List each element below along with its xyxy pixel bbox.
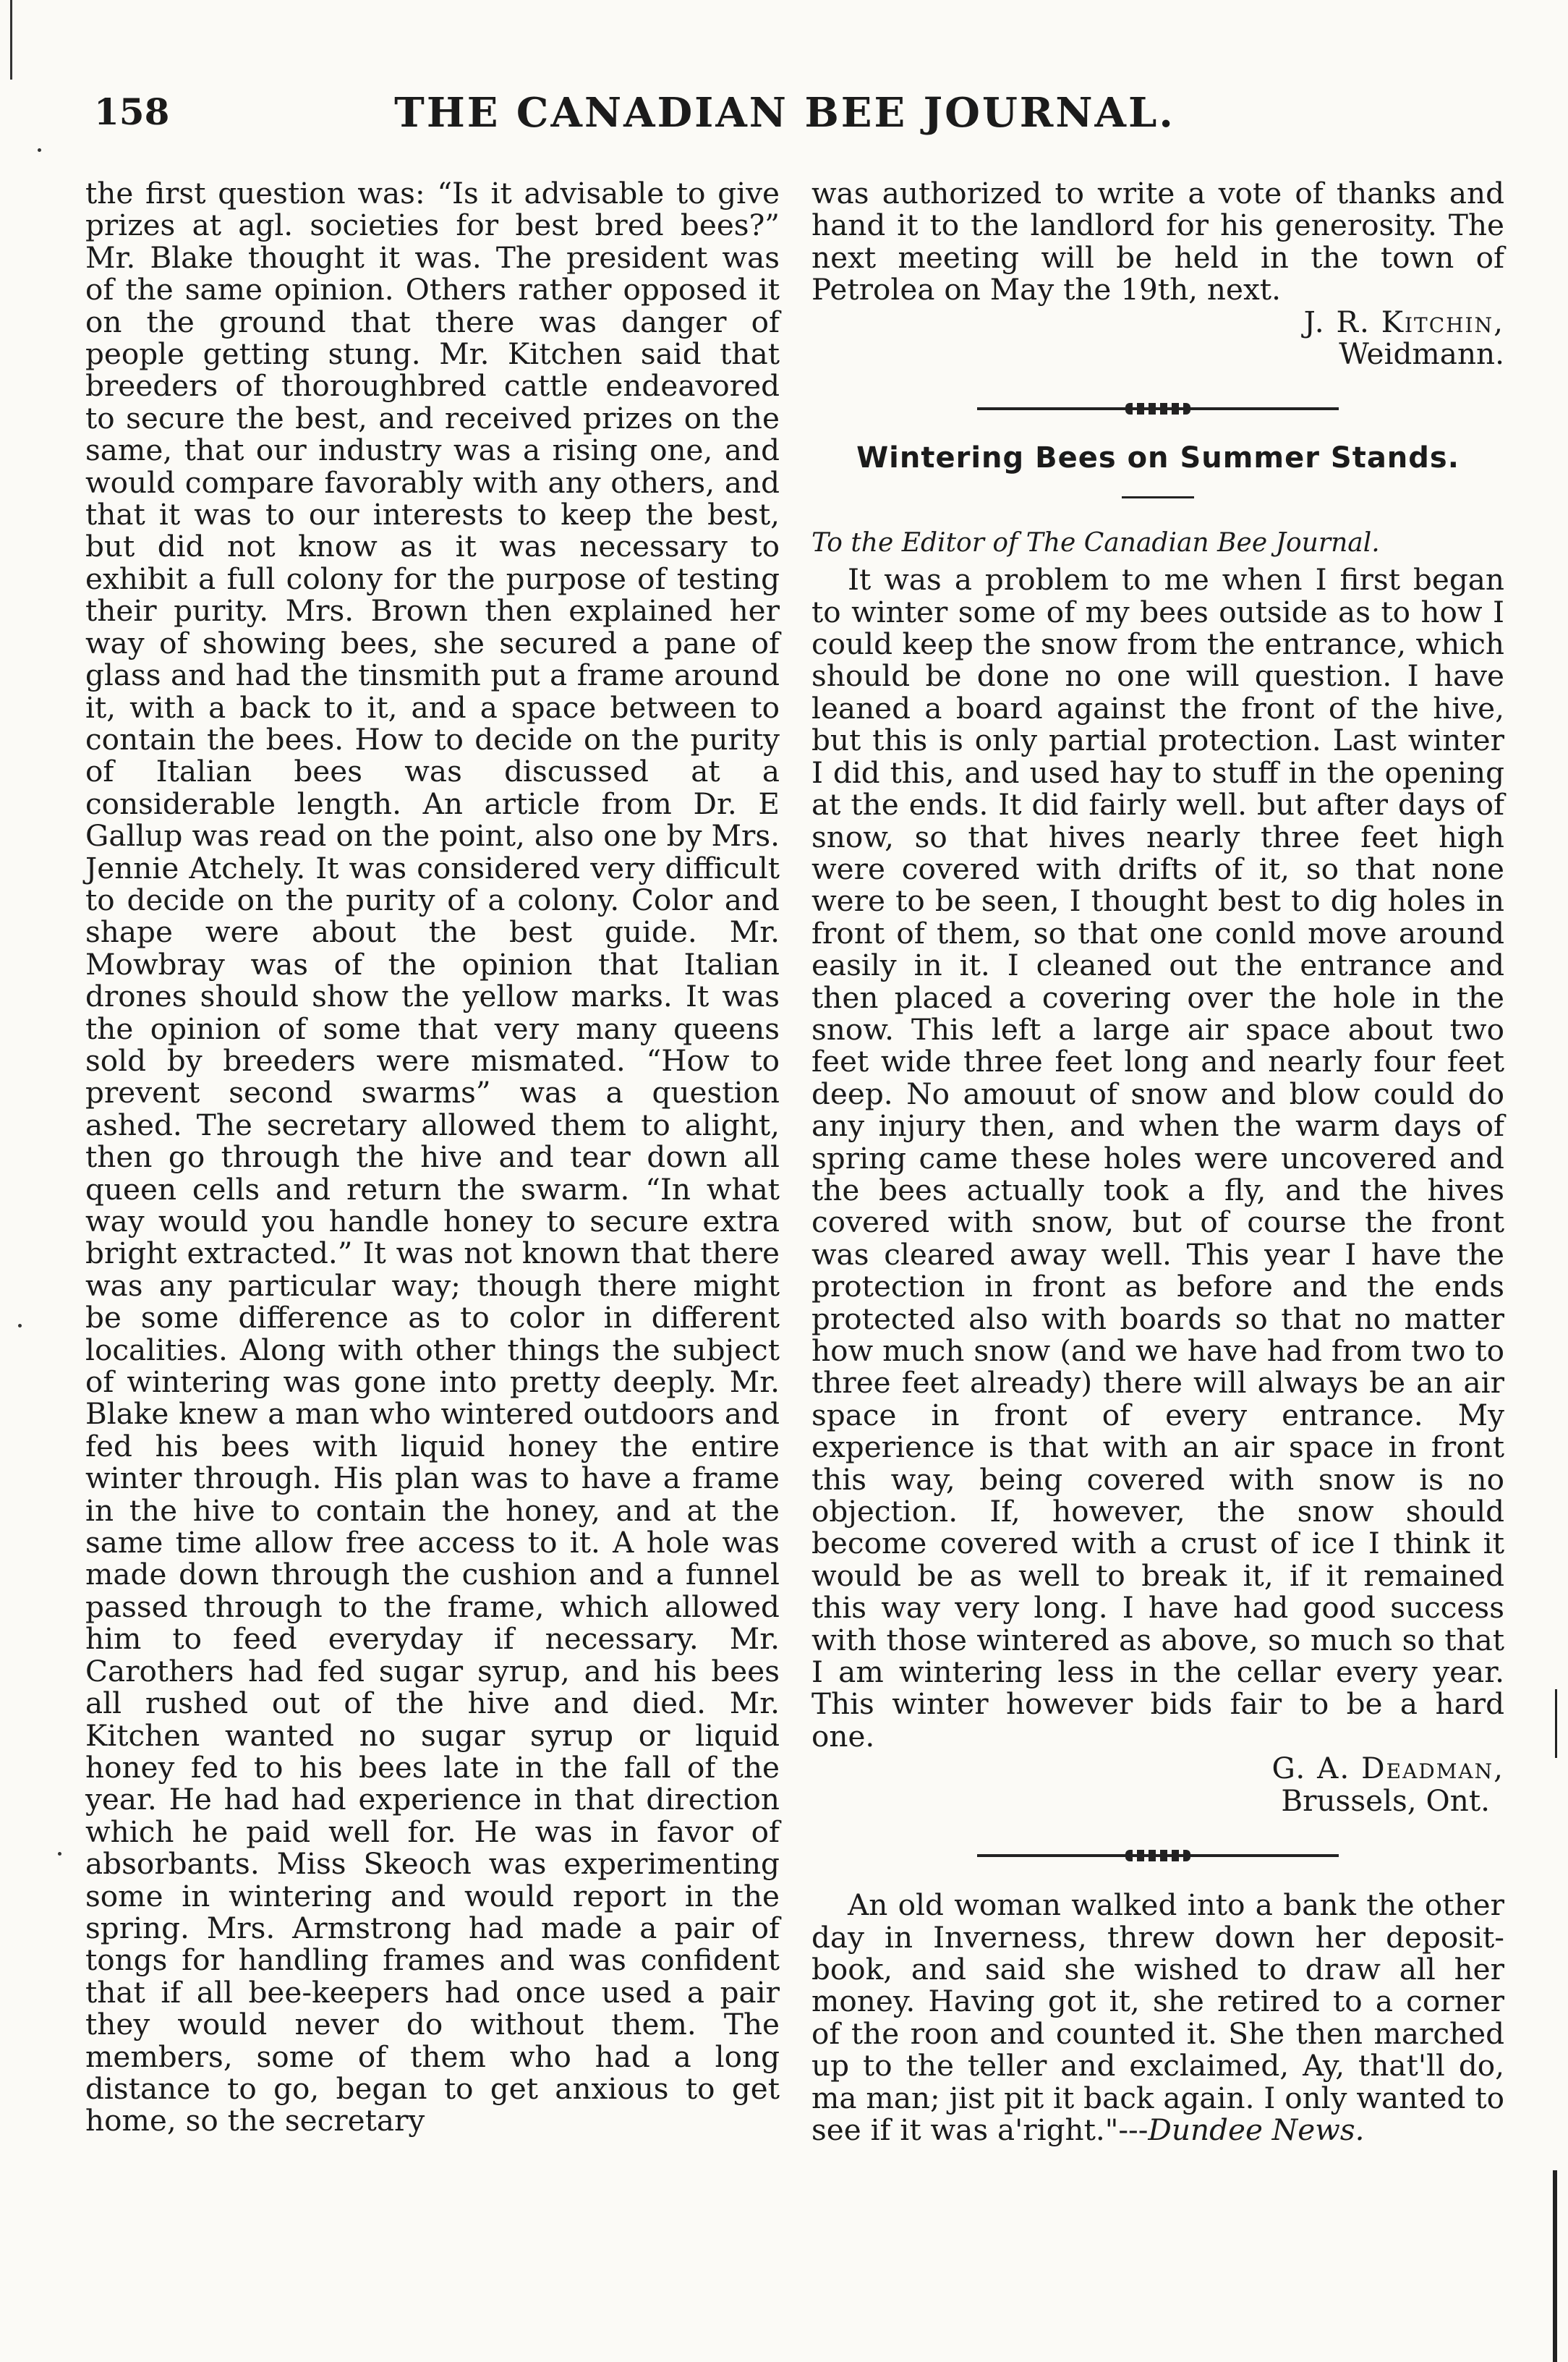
edge-mark: [1555, 1689, 1557, 1758]
title-rule: [1122, 496, 1194, 498]
signature-place: Weidmann.: [1339, 336, 1504, 372]
article-body: It was a problem to me when I first began to winter some of my bees outside as to how I could keep the snow from the entrance, which should be done no one will question. I have leaned a board against the front of the hive, but this is only partial protection. Last winter I did this, and used hay to stuff in the opening at the ends. It did fairly well. but after days of snow, so that hives nearly three feet high were covered with drifts of it, so that none were to be seen, I thought best to dig holes in front of them, so that one conld move around easily in it. I cleaned out the entrance and then placed a covering over the hole in the snow. This left a large air space about two feet wide three feet long and nearly four feet deep. No amouut of snow and blow could do any injury then, and when the warm days of spring came these holes were uncovered and the bees actually took a fly, and the hives covered with snow, but of course the front was cleared away well. This year I have the protection in front as before and the ends protected also with boards so that no matter how much snow (and we have had from two to three feet already) there will always be an air space in front of every entrance. My experience is that with an air space in front this way, being covered with snow is no objection. If, however, the snow should become covered with a crust of ice I think it would be as well to break it, if it remained this way very long. I have had good success with those wintered as above, so much so that I am wintering less in the cellar every year. This winter however bids fair to be a hard one.: [811, 562, 1504, 1754]
salutation: To the Editor of The Canadian Bee Journal.: [811, 527, 1380, 558]
section-divider: [977, 407, 1339, 410]
edge-mark: [1553, 2170, 1557, 2362]
meeting-report-text: the first question was: “Is it advisable to give prizes at agl. societies for best bred bees?” Mr. Blake thought it was. The president was of the same opinion. Others rather opposed it on the ground that there was danger of people getting stung. Mr. Kitchen said that breeders of thoroughbred cattle endeavored to secure the best, and received prizes on the same, that our industry was a rising one, and would compare favorably with any others, and that it was to our interests to keep the best, but did not know as it was necessary to exhibit a full colony for the purpose of testing their purity. Mrs. Brown then explained her way of showing bees, she secured a pane of glass and had the tinsmith put a frame around it, with a back to it, and a space between to contain the bees. How to decide on the purity of Italian bees was discussed at a considerable length. An article from Dr. E Gallup was read on the point, also one by Mrs. Jennie Atchely. It was considered very difficult to decide on the purity of a colony. Color and shape were about the best guide. Mr. Mowbray was of the opinion that Italian drones should show the yellow marks. It was the opinion of some that very many queens sold by breeders were mismated. “How to prevent second swarms” was a question ashed. The secretary allowed them to alight, then go through the hive and tear down all queen cells and return the swarm. “In what way would you handle honey to secure extra bright extracted.” It was not known that there was any particular way; though there might be some difference as to color in different localities. Along with other things the subject of wintering was gone into pretty deeply. Mr. Blake knew a man who wintered outdoors and fed his bees with liquid honey the entire winter through. His plan was to have a frame in the hive to contain the honey, and at the same time allow free access to it. A hole was made down through the cushion and a funnel passed through to the frame, which allowed him to feed everyday if necessary. Mr. Carothers had fed sugar syrup, and his bees all rushed out of the hive and died. Mr. Kitchen wanted no sugar syrup or liquid honey fed to his bees late in the fall of the year. He had had experience in that direction which he paid well for. He was in favor of absorbants. Miss Skeoch was experimenting some in wintering and would report in the spring. Mrs. Armstrong had made a pair of tongs for handling frames and was confident that if all bee-keepers had once used a pair they would never do without them. The members, some of them who had a long distance to go, began to get anxious to get home, so the secretary: [85, 176, 780, 2138]
paper-speck: [38, 148, 41, 152]
anecdote-paragraph: [811, 1889, 1504, 2146]
anecdote-source: Dundee News.: [1148, 2112, 1365, 2147]
right-column: [811, 177, 1504, 2146]
page-header: [80, 83, 1490, 148]
page-number: 158: [94, 90, 170, 133]
journal-title: THE CANADIAN BEE JOURNAL.: [394, 89, 1175, 137]
signature-name: J. R. Kitchin,: [1303, 304, 1504, 339]
section-divider: [977, 1854, 1339, 1857]
author-place: Brussels, Ont.: [1281, 1783, 1490, 1818]
margin-rule: [10, 0, 12, 80]
meeting-report-continuation: was authorized to write a vote of thanks and hand it to the landlord for his generosity. The next meeting will be held in the town of Petrolea on May the 19th, next.: [811, 176, 1504, 307]
author-name: G. A. Deadman,: [1271, 1751, 1504, 1786]
report-signature: [811, 306, 1504, 338]
left-column: [85, 177, 780, 2137]
article-title: Wintering Bees on Summer Stands.: [856, 441, 1460, 475]
paper-speck: [58, 1852, 61, 1856]
paper-speck: [18, 1324, 22, 1327]
anecdote-text: An old woman walked into a bank the other day in Inverness, threw down her deposit-book, and said she wished to draw all her money. Having got it, she retired to a corner of the roon and counted it. She then marched up to the teller and exclaimed, Ay, that'll do, ma man; jist pit it back again. I only wanted to see if it was a'right."---: [811, 1887, 1504, 2147]
author-signature: [811, 1752, 1504, 1784]
